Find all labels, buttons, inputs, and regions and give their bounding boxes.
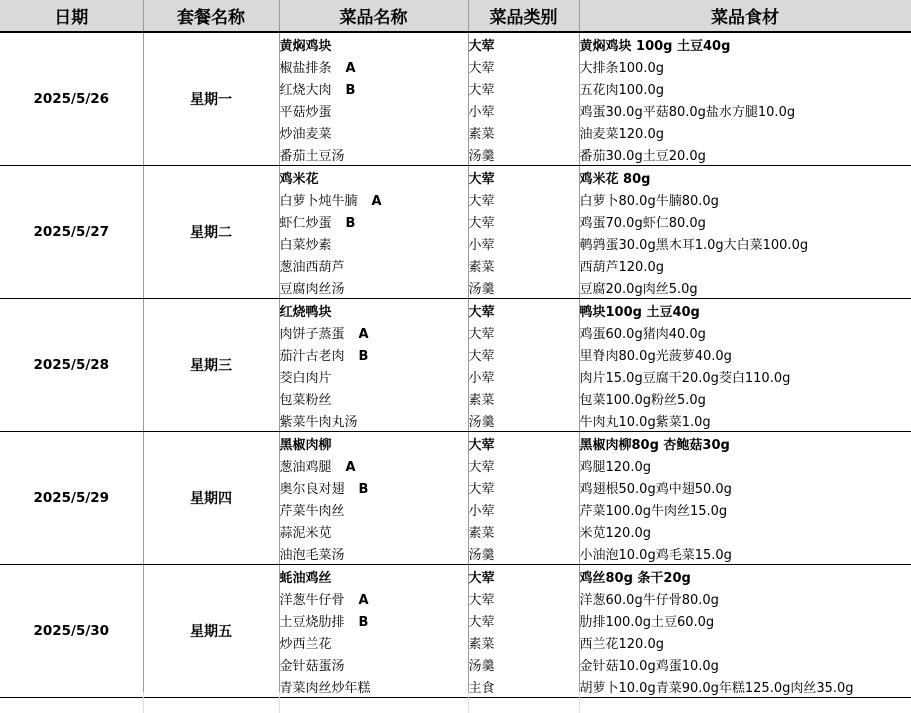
- grid-line: [468, 692, 469, 713]
- category-cell: 小荤: [468, 232, 579, 254]
- dish-option: A: [345, 459, 356, 475]
- dish-cell: [279, 520, 468, 542]
- ingredients-cell: 鸡米花 80g: [579, 166, 911, 189]
- dish-name: 红烧鸭块: [279, 304, 332, 320]
- dish-name: 葱油西葫芦: [279, 259, 345, 275]
- ingredients-cell: 肉片15.0g豆腐干20.0g茭白110.0g: [579, 365, 911, 387]
- category-cell: 素菜: [468, 254, 579, 276]
- ingredients-cell: 米苋120.0g: [579, 520, 911, 542]
- dish-name: 白萝卜炖牛腩: [279, 193, 358, 209]
- ingredients-cell: 豆腐20.0g肉丝5.0g: [579, 276, 911, 299]
- table-row: [0, 299, 911, 322]
- category-cell: 小荤: [468, 99, 579, 121]
- ingredients-cell: 五花肉100.0g: [579, 77, 911, 99]
- dish-name: 肉饼子蒸蛋: [279, 326, 345, 342]
- dish-name: 黄焖鸡块: [279, 38, 332, 54]
- dish-cell: [279, 254, 468, 276]
- ingredients-cell: 鸡蛋60.0g猪肉40.0g: [579, 321, 911, 343]
- header-category: 菜品类别: [468, 0, 579, 32]
- dish-cell: [279, 631, 468, 653]
- dish-name: 包菜粉丝: [279, 392, 332, 408]
- dish-name: 土豆烧肋排: [279, 614, 345, 630]
- dish-cell: [279, 476, 468, 498]
- dish-name: 炒西兰花: [279, 636, 332, 652]
- dish-cell: [279, 55, 468, 77]
- category-cell: 大荤: [468, 432, 579, 455]
- ingredients-cell: 鸭块100g 土豆40g: [579, 299, 911, 322]
- dish-cell: [279, 276, 468, 299]
- dish-name: 蚝油鸡丝: [279, 570, 332, 586]
- dish-name: 洋葱牛仔骨: [279, 592, 345, 608]
- category-cell: 小荤: [468, 498, 579, 520]
- dish-cell: [279, 343, 468, 365]
- category-cell: 大荤: [468, 609, 579, 631]
- dish-option: B: [345, 82, 356, 98]
- dish-cell: [279, 77, 468, 99]
- dish-cell: [279, 299, 468, 322]
- ingredients-cell: 金针菇10.0g鸡蛋10.0g: [579, 653, 911, 675]
- ingredients-cell: 黄焖鸡块 100g 土豆40g: [579, 32, 911, 55]
- dish-name: 豆腐肉丝汤: [279, 281, 345, 297]
- dish-name: 虾仁炒蛋: [279, 215, 332, 231]
- weekday-cell: 星期一: [143, 32, 279, 166]
- category-cell: 素菜: [468, 387, 579, 409]
- category-cell: 汤羹: [468, 653, 579, 675]
- category-cell: 素菜: [468, 121, 579, 143]
- dish-cell: [279, 143, 468, 166]
- dish-cell: [279, 232, 468, 254]
- dish-name: 紫菜牛肉丸汤: [279, 414, 358, 430]
- header-set-name: 套餐名称: [143, 0, 279, 32]
- ingredients-cell: 包菜100.0g粉丝5.0g: [579, 387, 911, 409]
- category-cell: 主食: [468, 675, 579, 698]
- dish-cell: [279, 365, 468, 387]
- dish-name: 炒油麦菜: [279, 126, 332, 142]
- ingredients-cell: 鸡蛋70.0g虾仁80.0g: [579, 210, 911, 232]
- dish-option: B: [358, 481, 369, 497]
- dish-option: A: [358, 592, 369, 608]
- ingredients-cell: 油麦菜120.0g: [579, 121, 911, 143]
- grid-line: [279, 692, 280, 713]
- ingredients-cell: 胡萝卜10.0g青菜90.0g年糕125.0g肉丝35.0g: [579, 675, 911, 698]
- ingredients-cell: 鸡翅根50.0g鸡中翅50.0g: [579, 476, 911, 498]
- dish-cell: [279, 432, 468, 455]
- dish-name: 椒盐排条: [279, 60, 332, 76]
- dish-name: 白菜炒素: [279, 237, 332, 253]
- dish-name: 青菜肉丝炒年糕: [279, 680, 371, 696]
- category-cell: 大荤: [468, 454, 579, 476]
- dish-name: 芹菜牛肉丝: [279, 503, 345, 519]
- dish-cell: [279, 409, 468, 432]
- dish-cell: [279, 188, 468, 210]
- ingredients-cell: 小油泡10.0g鸡毛菜15.0g: [579, 542, 911, 565]
- dish-cell: [279, 653, 468, 675]
- category-cell: 大荤: [468, 587, 579, 609]
- dish-cell: [279, 587, 468, 609]
- dish-option: A: [345, 60, 356, 76]
- ingredients-cell: 鸡腿120.0g: [579, 454, 911, 476]
- dish-option: B: [345, 215, 356, 231]
- ingredients-cell: 鹌鹑蛋30.0g黑木耳1.0g大白菜100.0g: [579, 232, 911, 254]
- dish-option: B: [358, 348, 369, 364]
- category-cell: 大荤: [468, 77, 579, 99]
- category-cell: 大荤: [468, 476, 579, 498]
- ingredients-cell: 洋葱60.0g牛仔骨80.0g: [579, 587, 911, 609]
- ingredients-cell: 里脊肉80.0g光菠萝40.0g: [579, 343, 911, 365]
- dish-cell: [279, 121, 468, 143]
- ingredients-cell: 西葫芦120.0g: [579, 254, 911, 276]
- category-cell: 大荤: [468, 210, 579, 232]
- dish-name: 番茄土豆汤: [279, 148, 345, 164]
- dish-option: B: [358, 614, 369, 630]
- dish-cell: [279, 498, 468, 520]
- dish-name: 奥尔良对翅: [279, 481, 345, 497]
- dish-cell: [279, 565, 468, 588]
- dish-name: 蒜泥米苋: [279, 525, 332, 541]
- ingredients-cell: 白萝卜80.0g牛腩80.0g: [579, 188, 911, 210]
- ingredients-cell: 鸡蛋30.0g平菇80.0g盐水方腿10.0g: [579, 99, 911, 121]
- dish-cell: [279, 99, 468, 121]
- dish-cell: [279, 32, 468, 55]
- grid-line: [579, 692, 580, 713]
- ingredients-cell: 黑椒肉柳80g 杏鲍菇30g: [579, 432, 911, 455]
- dish-name: 茄汁古老肉: [279, 348, 345, 364]
- category-cell: 大荤: [468, 188, 579, 210]
- table-row: [0, 166, 911, 189]
- ingredients-cell: 牛肉丸10.0g紫菜1.0g: [579, 409, 911, 432]
- dish-name: 红烧大肉: [279, 82, 332, 98]
- category-cell: 汤羹: [468, 542, 579, 565]
- date-cell: 2025/5/28: [0, 299, 143, 432]
- category-cell: 素菜: [468, 520, 579, 542]
- weekday-cell: 星期三: [143, 299, 279, 432]
- category-cell: 汤羹: [468, 409, 579, 432]
- header-ingredients: 菜品食材: [579, 0, 911, 32]
- dish-cell: [279, 387, 468, 409]
- date-cell: 2025/5/27: [0, 166, 143, 299]
- dish-cell: [279, 542, 468, 565]
- category-cell: 素菜: [468, 631, 579, 653]
- category-cell: 大荤: [468, 299, 579, 322]
- category-cell: 大荤: [468, 55, 579, 77]
- dish-name: 金针菇蛋汤: [279, 658, 345, 674]
- weekday-cell: 星期二: [143, 166, 279, 299]
- table-row: [0, 565, 911, 588]
- weekday-cell: 星期五: [143, 565, 279, 698]
- ingredients-cell: 肋排100.0g土豆60.0g: [579, 609, 911, 631]
- dish-option: A: [358, 326, 369, 342]
- ingredients-cell: 番茄30.0g土豆20.0g: [579, 143, 911, 166]
- dish-name: 茭白肉片: [279, 370, 332, 386]
- category-cell: 汤羹: [468, 143, 579, 166]
- ingredients-cell: 芹菜100.0g牛肉丝15.0g: [579, 498, 911, 520]
- category-cell: 大荤: [468, 321, 579, 343]
- table-row: [0, 432, 911, 455]
- grid-line: [143, 692, 144, 713]
- dish-name: 油泡毛菜汤: [279, 547, 345, 563]
- header-date: 日期: [0, 0, 143, 32]
- dish-name: 葱油鸡腿: [279, 459, 332, 475]
- category-cell: 小荤: [468, 365, 579, 387]
- dish-name: 平菇炒蛋: [279, 104, 332, 120]
- ingredients-cell: 西兰花120.0g: [579, 631, 911, 653]
- dish-cell: [279, 454, 468, 476]
- header-row: [0, 0, 911, 32]
- category-cell: 大荤: [468, 565, 579, 588]
- header-dish-name: 菜品名称: [279, 0, 468, 32]
- category-cell: 大荤: [468, 343, 579, 365]
- category-cell: 汤羹: [468, 276, 579, 299]
- ingredients-cell: 鸡丝80g 条干20g: [579, 565, 911, 588]
- date-cell: 2025/5/26: [0, 32, 143, 166]
- table-row: [0, 32, 911, 55]
- dish-cell: [279, 210, 468, 232]
- date-cell: 2025/5/29: [0, 432, 143, 565]
- category-cell: 大荤: [468, 166, 579, 189]
- ingredients-cell: 大排条100.0g: [579, 55, 911, 77]
- empty-sheet-area: [0, 692, 911, 713]
- dish-name: 鸡米花: [279, 171, 319, 187]
- dish-option: A: [371, 193, 382, 209]
- category-cell: 大荤: [468, 32, 579, 55]
- weekday-cell: 星期四: [143, 432, 279, 565]
- dish-cell: [279, 321, 468, 343]
- dish-cell: [279, 609, 468, 631]
- dish-cell: [279, 166, 468, 189]
- dish-name: 黑椒肉柳: [279, 437, 332, 453]
- menu-body: [0, 32, 911, 698]
- date-cell: 2025/5/30: [0, 565, 143, 698]
